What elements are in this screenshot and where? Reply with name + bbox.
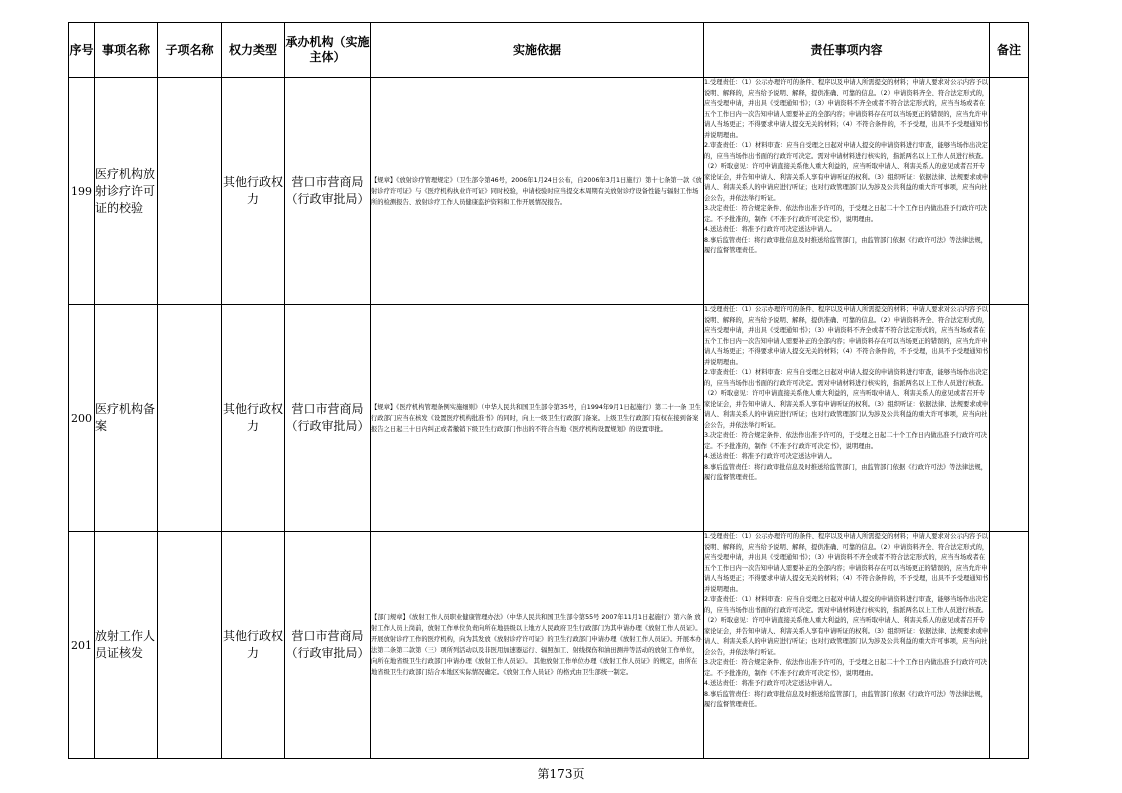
resp-review: 2.审查责任：（1）材料审查：应当自受理之日起对申请人提交的申请资料进行审查，能够当场作出决定的，应当当场作出书面的行政许可决定。需对申请材料进行核实的，指派两名以上工作人员进行核查。（2）听取意见：许可申请直接关系他人重大利益的，应当听取申请人、利害关系人的意见或者召开专家论证会，并告知申请人、利害关系人享有申请听证的权利。（3）组织听证：依据法律、法规要求或申请人、利害关系人的申请应进行听证；也对行政管理部门认为涉及公共利益的重大许可事项，应当向社会公告，并依法举行听证。 <box>704 369 989 429</box>
resp-decide: 3.决定责任：符合规定条件、依法作出准予许可的，于受理之日起二十个工作日内做出准予行政许可决定。不予批准的，制作《不准予行政许可决定书》，说明理由。 <box>704 659 988 677</box>
row-sub-item <box>158 78 222 305</box>
resp-review: 2.审查责任：（1）材料审查：应当自受理之日起对申请人提交的申请资料进行审查，能够当场作出决定的，应当当场作出书面的行政许可决定。需对申请材料进行核实的，指派两名以上工作人员进行核查。（2）听取意见：许可申请直接关系他人重大利益的，应当听取申请人、利害关系人的意见或者召开专家论证会，并告知申请人、利害关系人享有申请听证的权利。（3）组织听证：依据法律、法规要求或申请人、利害关系人的申请应进行听证；也对行政管理部门认为涉及公共利益的重大许可事项，应当向社会公告，并依法举行听证。 <box>704 596 989 656</box>
resp-decide: 3.决定责任：符合规定条件、依法作出准予许可的，于受理之日起二十个工作日内做出准予行政许可决定。不予批准的，制作《不准予行政许可决定书》，说明理由。 <box>704 432 988 450</box>
header-item-name: 事项名称 <box>95 23 158 78</box>
row-power-type: 其他行政权力 <box>222 78 285 305</box>
resp-review: 2.审查责任：（1）材料审查：应当自受理之日起对申请人提交的申请资料进行审查，能够当场作出决定的，应当当场作出书面的行政许可决定。需对申请材料进行核实的，指派两名以上工作人员进行核查。（2）听取意见：许可申请直接关系他人重大利益的，应当听取申请人、利害关系人的意见或者召开专家论证会，并告知申请人、利害关系人享有申请听证的权利。（3）组织听证：依据法律、法规要求或申请人、利害关系人的申请应进行听证；也对行政管理部门认为涉及公共利益的重大许可事项，应当向社会公告，并依法举行听证。 <box>704 142 989 202</box>
resp-deliver: 4.送达责任：将准予行政许可决定送达申请人。 <box>704 680 836 687</box>
row-power-type: 其他行政权力 <box>222 305 285 532</box>
resp-deliver: 4.送达责任：将准予行政许可决定送达申请人。 <box>704 453 836 460</box>
row-sub-item <box>158 305 222 532</box>
resp-accept: 1.受理责任：（1）公示办理许可的条件、程序以及申请人所需提交的材料；申请人要求对公示内容予以说明、解释的，应当给予说明、解释，提供准确、可靠的信息。（2）申请资料齐全、符合法定形式的，应当受理申请，并出具《受理通知书》；（3）申请资料不齐全或者不符合法定形式的，应当当场或者在五个工作日内一次告知申请人需要补正的全部内容；申请资料存在可以当场更正的错误的，应当允许申请人当场更正；不得要求申请人提交无关的材料；（4）不符合条件的，不予受理，出具不予受理通知书并说明理由。 <box>704 79 989 139</box>
row-item-name: 医疗机构备案 <box>95 305 158 532</box>
row-seq: 199 <box>69 78 95 305</box>
row-responsibility <box>704 532 990 759</box>
table-row <box>69 78 1029 305</box>
row-responsibility <box>704 78 990 305</box>
header-basis: 实施依据 <box>371 23 704 78</box>
row-basis: 【规章】《放射诊疗管理规定》（卫生部令第46号，2006年1月24日公布，自2006年3月1日施行）第十七条第一款《放射诊疗许可证》与《医疗机构执业许可证》同时校验，申请校验时应当提交本周期有关放射诊疗设备性能与辐射工作场所的检测报告、放射诊疗工作人员健康监护资料和工作开展情况报告。 <box>371 78 704 305</box>
row-item-name: 放射工作人员证核发 <box>95 532 158 759</box>
resp-accept: 1.受理责任：（1）公示办理许可的条件、程序以及申请人所需提交的材料；申请人要求对公示内容予以说明、解释的，应当给予说明、解释，提供准确、可靠的信息。（2）申请资料齐全、符合法定形式的，应当受理申请，并出具《受理通知书》；（3）申请资料不齐全或者不符合法定形式的，应当当场或者在五个工作日内一次告知申请人需要补正的全部内容；申请资料存在可以当场更正的错误的，应当允许申请人当场更正；不得要求申请人提交无关的材料；（4）不符合条件的，不予受理，出具不予受理通知书并说明理由。 <box>704 533 989 593</box>
row-basis: 【部门规章】《放射工作人员职业健康管理办法》（中华人民共和国卫生部令第55号 2007年11月1日起施行）第六条 放射工作人员上岗前，放射工作单位负责向所在地县级以上地方人民政府卫生行政部门为其申请办理《放射工作人员证》。 开展放射诊疗工作的医疗机构，向为其发放《放射诊疗许可证》的卫生行政部门申请办理《放射工作人员证》。开展本办法第二条第二款第（三）项所列活动以及非医用加速器运行、辐照加工、射线探伤和油田测井等活动的放射工作单位，向所在地省级卫生行政部门申请办理《放射工作人员证》。 其他放射工作单位办理《放射工作人员证》的规定，由所在地省级卫生行政部门结合本地区实际情况确定。《放射工作人员证》的格式由卫生部统一制定。 <box>371 532 704 759</box>
resp-deliver: 4.送达责任：将准予行政许可决定送达申请人。 <box>704 226 836 233</box>
header-power-type: 权力类型 <box>222 23 285 78</box>
table-row <box>69 305 1029 532</box>
resp-accept: 1.受理责任：（1）公示办理许可的条件、程序以及申请人所需提交的材料；申请人要求对公示内容予以说明、解释的，应当给予说明、解释，提供准确、可靠的信息。（2）申请资料齐全、符合法定形式的，应当受理申请，并出具《受理通知书》；（3）申请资料不齐全或者不符合法定形式的，应当当场或者在五个工作日内一次告知申请人需要补正的全部内容；申请资料存在可以当场更正的错误的，应当允许申请人当场更正；不得要求申请人提交无关的材料；（4）不符合条件的，不予受理，出具不予受理通知书并说明理由。 <box>704 306 989 366</box>
header-org: 承办机构（实施主体） <box>285 23 371 78</box>
row-sub-item <box>158 532 222 759</box>
row-basis: 【规章】《医疗机构管理条例实施细则》（中华人民共和国卫生部令第35号，自1994年9月1日起施行）第二十一条 卫生行政部门应当在核发《设置医疗机构批准书》的同时，向上一级卫生行政部门备案。上级卫生行政部门有权在接到备案报告之日起三十日内纠正或者撤销下级卫生行政部门作出的不符合当地《医疗机构设置规划》的设置审批。 <box>371 305 704 532</box>
row-power-type: 其他行政权力 <box>222 532 285 759</box>
header-seq: 序号 <box>69 23 95 78</box>
resp-supervise: 8.事后监管责任：将行政审批信息及时推送给监管部门，由监管部门依据《行政许可法》等法律法规，履行监督管理责任。 <box>704 690 988 708</box>
row-item-name: 医疗机构放射诊疗许可证的校验 <box>95 78 158 305</box>
row-note <box>990 305 1029 532</box>
row-org: 营口市营商局（行政审批局） <box>285 532 371 759</box>
row-org: 营口市营商局（行政审批局） <box>285 78 371 305</box>
page-number: 第173页 <box>537 767 585 781</box>
row-responsibility <box>704 305 990 532</box>
header-note: 备注 <box>990 23 1029 78</box>
power-list-table <box>68 22 1029 759</box>
header-sub-item: 子项名称 <box>158 23 222 78</box>
resp-supervise: 8.事后监管责任：将行政审批信息及时推送给监管部门，由监管部门依据《行政许可法》等法律法规，履行监督管理责任。 <box>704 463 988 481</box>
resp-supervise: 8.事后监管责任：将行政审批信息及时推送给监管部门，由监管部门依据《行政许可法》等法律法规，履行监督管理责任。 <box>704 236 988 254</box>
resp-decide: 3.决定责任：符合规定条件、依法作出准予许可的，于受理之日起二十个工作日内做出准予行政许可决定。不予批准的，制作《不准予行政许可决定书》，说明理由。 <box>704 205 988 223</box>
table-row <box>69 532 1029 759</box>
row-note <box>990 78 1029 305</box>
row-note <box>990 532 1029 759</box>
header-responsibility: 责任事项内容 <box>704 23 990 78</box>
row-seq: 201 <box>69 532 95 759</box>
header-row <box>69 23 1029 78</box>
row-seq: 200 <box>69 305 95 532</box>
row-org: 营口市营商局（行政审批局） <box>285 305 371 532</box>
